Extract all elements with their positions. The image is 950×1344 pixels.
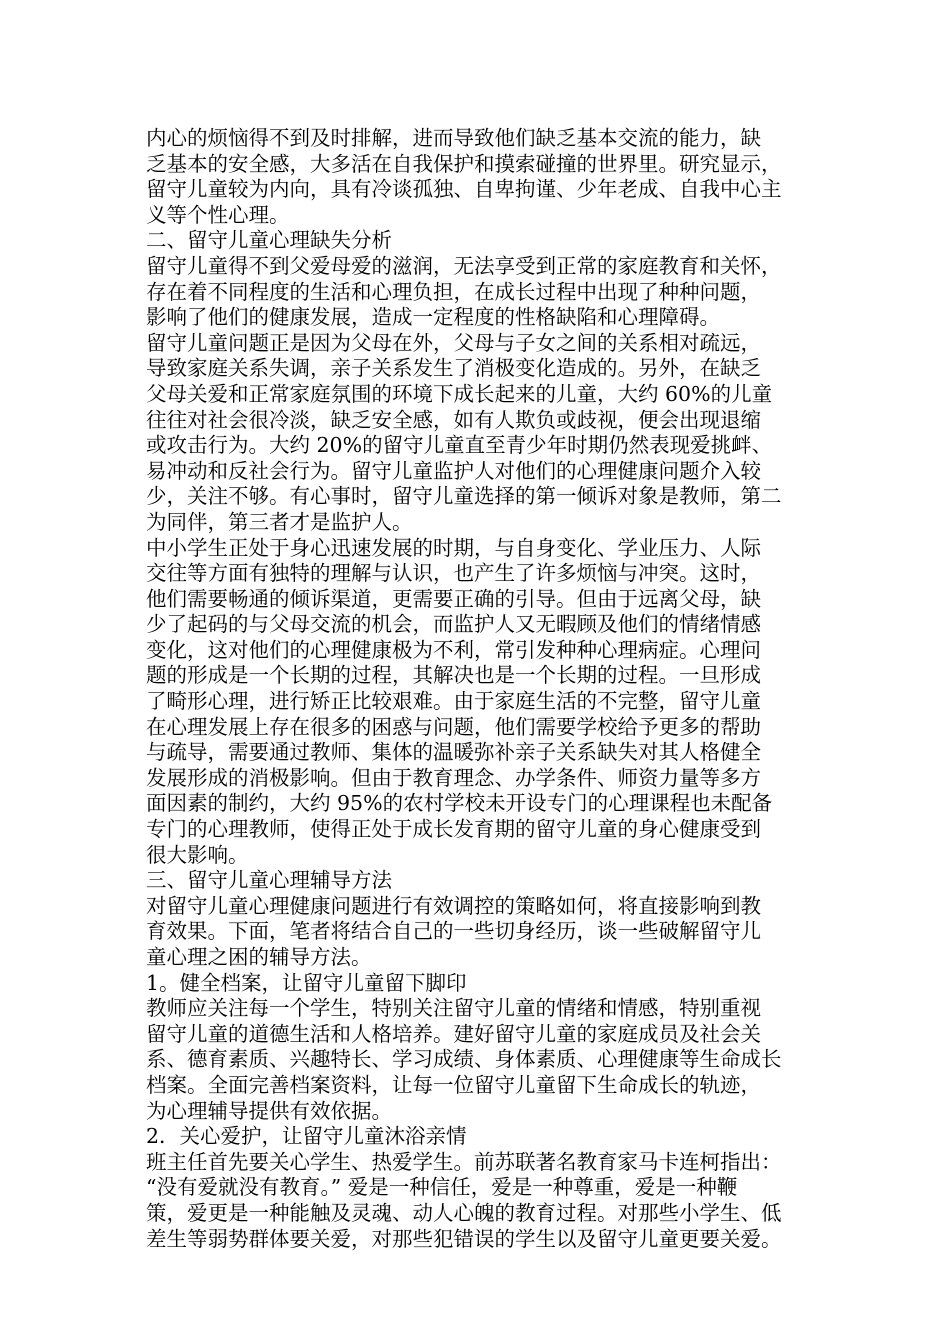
text-line: 在心理发展上存在很多的困惑与问题，他们需要学校给予更多的帮助 bbox=[146, 714, 761, 739]
paragraph bbox=[146, 536, 826, 869]
text-line: 专门的心理教师，使得正处于成长发育期的留守儿童的身心健康受到 bbox=[146, 817, 761, 842]
text-line: 乏基本的安全感，大多活在自我保护和摸索碰撞的世界里。研究显示， bbox=[146, 151, 782, 176]
text-line: 内心的烦恼得不到及时排解，进而导致他们缺乏基本交流的能力，缺 bbox=[146, 126, 761, 150]
text-line: 策，爱更是一种能触及灵魂、动人心魄的教育过程。对那些小学生、低 bbox=[146, 1200, 782, 1225]
text-line: 班主任首先要关心学生、热爱学生。前苏联著名教育家马卡连柯指出： bbox=[146, 1149, 782, 1174]
section-heading bbox=[146, 228, 826, 254]
text-line: “没有爱就没有教育。” 爱是一种信任，爱是一种尊重，爱是一种鞭 bbox=[146, 1175, 738, 1200]
heading-text: 二、留守儿童心理缺失分析 bbox=[146, 228, 392, 253]
paragraph bbox=[146, 996, 826, 1124]
text-line: 变化，这对他们的心理健康极为不利，常引发种种心理病症。心理问 bbox=[146, 637, 761, 662]
text-line: 面因素的制约，大约 95%的农村学校未开设专门的心理课程也未配备 bbox=[146, 791, 773, 816]
text-line: 童心理之困的辅导方法。 bbox=[146, 945, 372, 969]
text-line: 影响了他们的健康发展，造成一定程度的性格缺陷和心理障碍。 bbox=[146, 305, 720, 330]
section-heading bbox=[146, 1124, 826, 1150]
heading-text: 2．关心爱护，让留守儿童沐浴亲情 bbox=[146, 1124, 467, 1149]
text-line: 往往对社会很冷淡，缺乏安全感，如有人欺负或歧视，便会出现退缩 bbox=[146, 407, 761, 432]
text-line: 中小学生正处于身心迅速发展的时期，与自身变化、学业压力、人际 bbox=[146, 535, 761, 560]
text-line: 留守儿童较为内向，具有冷谈孤独、自卑拘谨、少年老成、自我中心主 bbox=[146, 177, 782, 202]
text-line: 留守儿童得不到父爱母爱的滋润，无法享受到正常的家庭教育和关怀， bbox=[146, 253, 782, 278]
paragraph bbox=[146, 126, 826, 228]
text-line: 或攻击行为。大约 20%的留守儿童直至青少年时期仍然表现爱挑衅、 bbox=[146, 433, 773, 458]
text-line: 少了起码的与父母交流的机会，而监护人又无暇顾及他们的情绪情感 bbox=[146, 612, 761, 637]
paragraph bbox=[146, 1150, 826, 1252]
text-line: 为同伴，第三者才是监护人。 bbox=[146, 509, 413, 534]
text-line: 交往等方面有独特的理解与认识，也产生了许多烦恼与冲突。这时， bbox=[146, 561, 761, 586]
text-line: 很大影响。 bbox=[146, 842, 249, 867]
text-line: 易冲动和反社会行为。留守儿童监护人对他们的心理健康问题介入较 bbox=[146, 458, 761, 483]
section-heading bbox=[146, 971, 826, 997]
text-line: 系、德育素质、兴趣特长、学习成绩、身体素质、心理健康等生命成长 bbox=[146, 1047, 782, 1072]
text-line: 与疏导，需要通过教师、集体的温暖弥补亲子关系缺失对其人格健全 bbox=[146, 740, 761, 765]
text-line: 留守儿童问题正是因为父母在外，父母与子女之间的关系相对疏远， bbox=[146, 330, 761, 355]
paragraph bbox=[146, 254, 826, 331]
heading-text: 1。健全档案，让留守儿童留下脚印 bbox=[146, 970, 467, 995]
text-line: 发展形成的消极影响。但由于教育理念、办学条件、师资力量等多方 bbox=[146, 765, 761, 790]
text-line: 留守儿童的道德生活和人格培养。建好留守儿童的家庭成员及社会关 bbox=[146, 1021, 761, 1046]
paragraph bbox=[146, 331, 826, 536]
text-line: 他们需要畅通的倾诉渠道，更需要正确的引导。但由于远离父母，缺 bbox=[146, 586, 761, 611]
paragraph bbox=[146, 894, 826, 971]
text-line: 对留守儿童心理健康问题进行有效调控的策略如何，将直接影响到教 bbox=[146, 893, 761, 918]
text-line: 育效果。下面，笔者将结合自己的一些切身经历，谈一些破解留守儿 bbox=[146, 919, 761, 944]
text-line: 少，关注不够。有心事时，留守儿童选择的第一倾诉对象是教师，第二 bbox=[146, 484, 782, 509]
document-body bbox=[146, 126, 826, 1252]
section-heading bbox=[146, 868, 826, 894]
text-line: 义等个性心理。 bbox=[146, 202, 290, 227]
text-line: 存在着不同程度的生活和心理负担，在成长过程中出现了种种问题， bbox=[146, 279, 761, 304]
heading-text: 三、留守儿童心理辅导方法 bbox=[146, 868, 392, 893]
text-line: 档案。全面完善档案资料，让每一位留守儿童留下生命成长的轨迹， bbox=[146, 1072, 761, 1097]
text-line: 为心理辅导提供有效依据。 bbox=[146, 1098, 392, 1123]
text-line: 差生等弱势群体要关爱，对那些犯错误的学生以及留守儿童更要关爱。 bbox=[146, 1226, 782, 1251]
text-line: 了畸形心理，进行矫正比较艰难。由于家庭生活的不完整，留守儿童 bbox=[146, 689, 761, 714]
text-line: 题的形成是一个长期的过程，其解决也是一个长期的过程。一旦形成 bbox=[146, 663, 761, 688]
text-line: 导致家庭关系失调，亲子关系发生了消极变化造成的。另外，在缺乏 bbox=[146, 356, 761, 381]
text-line: 父母关爱和正常家庭氛围的环境下成长起来的儿童，大约 60%的儿童 bbox=[146, 381, 773, 406]
text-line: 教师应关注每一个学生，特别关注留守儿童的情绪和情感，特别重视 bbox=[146, 996, 761, 1021]
